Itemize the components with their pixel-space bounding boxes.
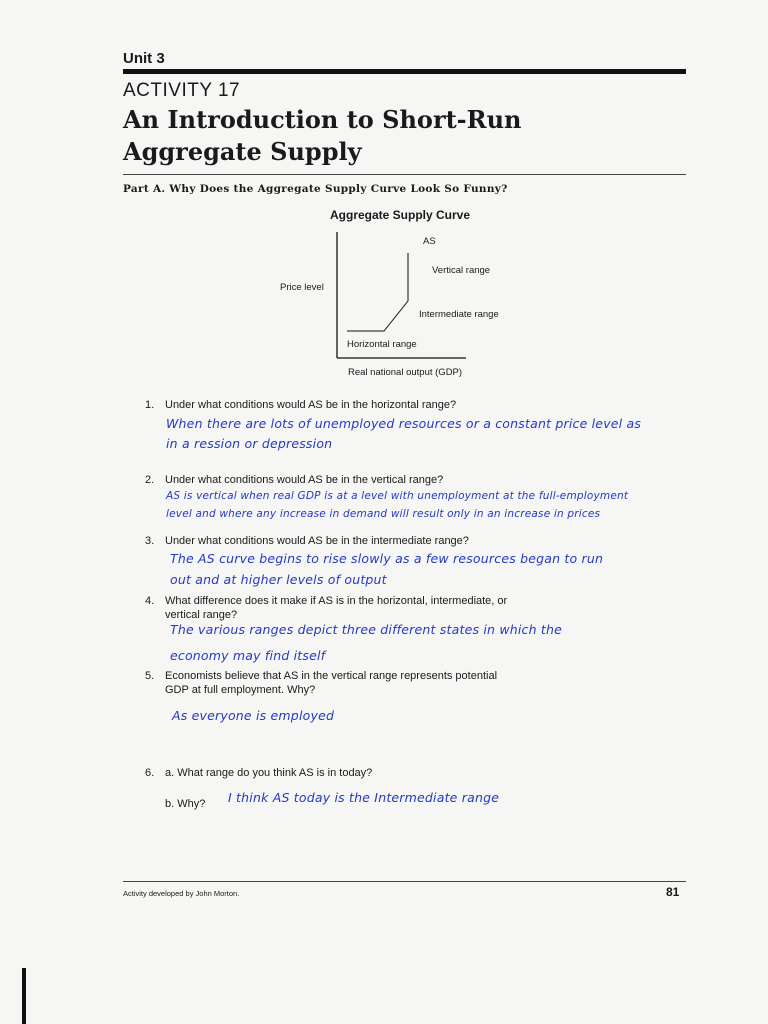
scan-edge-mark (22, 968, 26, 1024)
diagram-title: Aggregate Supply Curve (330, 208, 471, 222)
page-number: 81 (666, 885, 680, 899)
unit-label: Unit 3 (123, 50, 165, 67)
header-rule (123, 69, 686, 74)
answer-4-line-1: The various ranges depict three different states in which the (170, 622, 563, 637)
question-text: Under what conditions would AS be in the vertical range? (165, 474, 444, 486)
answer-2-line-1: AS is vertical when real GDP is at a level with unemployment at the full-employment (166, 490, 629, 502)
part-a-heading: Part A. Why Does the Aggregate Supply Curve Look So Funny? (123, 183, 508, 195)
question-number: 1. (145, 399, 155, 411)
question-6 (145, 766, 565, 780)
answer-3-line-1: The AS curve begins to rise slowly as a few resources began to run (170, 551, 604, 566)
question-4 (145, 594, 565, 622)
answer-2-line-2: level and where any increase in demand will result only in an increase in prices (166, 508, 601, 520)
y-axis-label: Price level (280, 282, 324, 293)
title-line-1: An Introduction to Short-Run (123, 105, 522, 134)
question-number: 4. (145, 595, 155, 607)
answer-5-line-1: As everyone is employed (172, 708, 335, 723)
question-number: 3. (145, 535, 155, 547)
question-text: Under what conditions would AS be in the horizontal range? (165, 399, 457, 411)
title-line-2: Aggregate Supply (123, 137, 362, 166)
question-text-line-1: What difference does it make if AS is in the horizontal, intermediate, or (165, 595, 508, 607)
vertical-range-label: Vertical range (432, 265, 491, 276)
question-5 (145, 669, 565, 697)
footer-rule (123, 881, 686, 882)
page-title (123, 104, 683, 168)
curve-label-as: AS (423, 236, 436, 247)
question-number: 5. (145, 670, 155, 682)
answer-3-line-2: out and at higher levels of output (170, 572, 387, 587)
question-text-a: a. What range do you think AS is in today? (165, 767, 373, 779)
question-3 (145, 534, 565, 548)
activity-label: ACTIVITY 17 (123, 80, 241, 101)
question-text-line-1: Economists believe that AS in the vertical range represents potential (165, 670, 498, 682)
aggregate-supply-diagram (270, 225, 499, 380)
as-curve (347, 253, 408, 331)
horizontal-range-label: Horizontal range (347, 339, 417, 350)
title-rule (123, 174, 686, 175)
question-1 (145, 398, 565, 412)
x-axis-label: Real national output (GDP) (348, 367, 463, 378)
answer-6-line-1: I think AS today is the Intermediate range (228, 790, 500, 805)
question-text-b: b. Why? (165, 798, 206, 810)
question-text: Under what conditions would AS be in the intermediate range? (165, 535, 469, 547)
question-number: 6. (145, 767, 155, 779)
question-number: 2. (145, 474, 155, 486)
answer-1-line-2: in a ression or depression (166, 436, 333, 451)
question-2 (145, 473, 565, 487)
footer-credit: Activity developed by John Morton. (123, 889, 240, 898)
answer-4-line-2: economy may find itself (170, 648, 326, 663)
question-text-line-2: vertical range? (165, 609, 238, 621)
answer-1-line-1: When there are lots of unemployed resources or a constant price level as (166, 416, 642, 431)
question-text-line-2: GDP at full employment. Why? (165, 684, 316, 696)
intermediate-range-label: Intermediate range (419, 309, 499, 320)
